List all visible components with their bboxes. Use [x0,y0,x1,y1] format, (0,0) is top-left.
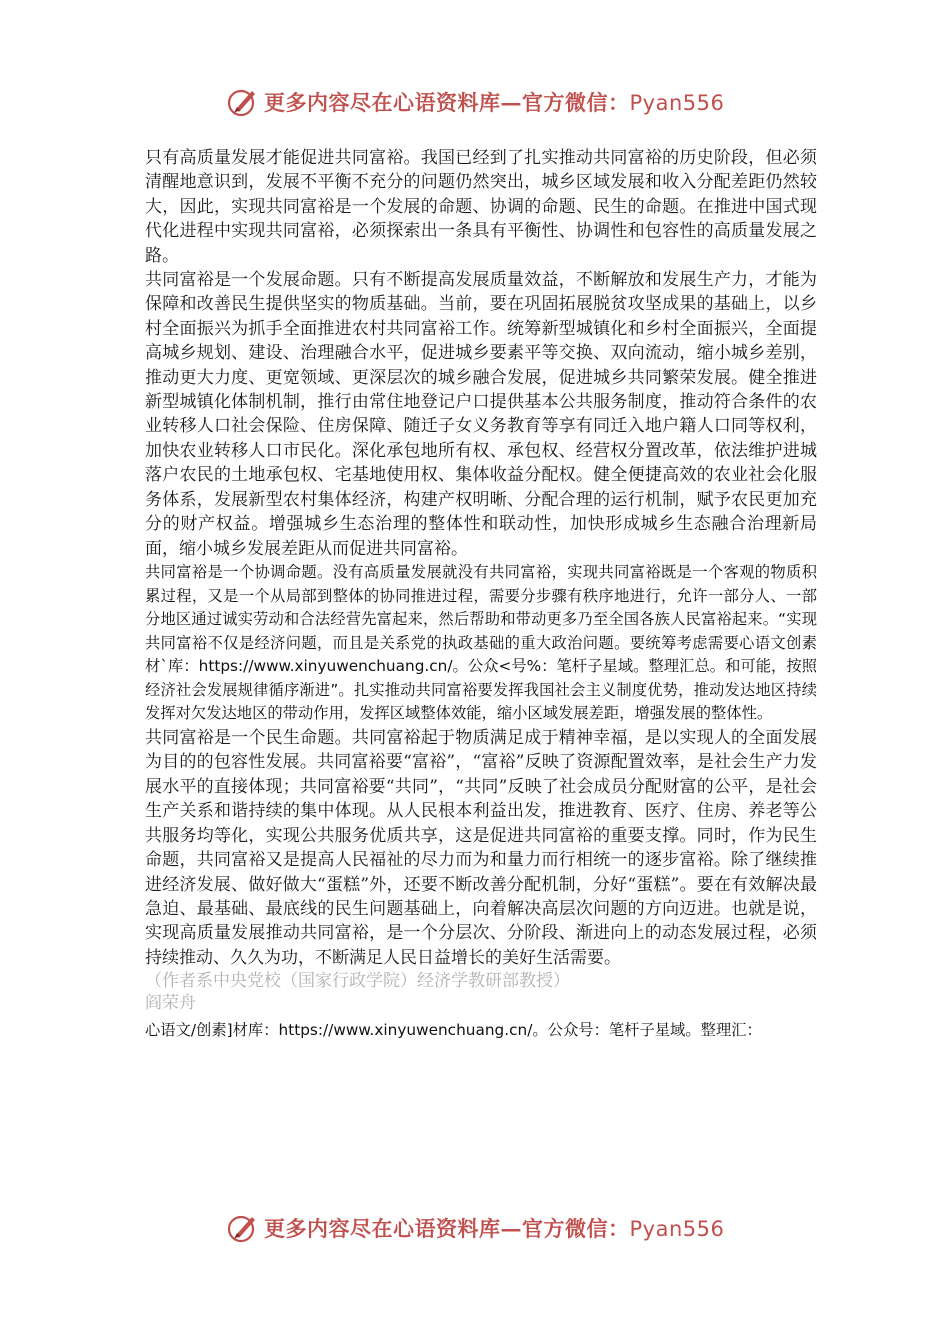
brush-pen-logo-icon [226,85,260,119]
author-name: 阎荣舟 [145,993,196,1014]
paragraph-intro: 只有高质量发展才能促进共同富裕。我国已经到了扎实推动共同富裕的历史阶段，但必须清醒地意识到，发展不平衡不充分的问题仍然突出，城乡区域发展和收入分配差距仍然较大，因此，实现共同富裕是一个发展的命题、协调的命题、民生的命题。在推进中国式现代化进程中实现共同富裕，必须探索出一条具有平衡性、协调性和包容性的高质量发展之路。 [145,148,817,266]
paragraph-development: 共同富裕是一个发展命题。只有不断提高发展质量效益，不断解放和发展生产力，才能为保障和改善民生提供坚实的物质基础。当前，要在巩固拓展脱贫攻坚成果的基础上，以乡村全面振兴为抓手全面推进农村共同富裕工作。统筹新型城镇化和乡村全面振兴，全面提高城乡规划、建设、治理融合水平，促进城乡要素平等交换、双向流动，缩小城乡差别，推动更大力度、更宽领域、更深层次的城乡融合发展，促进城乡共同繁荣发展。健全推进新型城镇化体制机制，推行由常住地登记户口提供基本公共服务制度，推动符合条件的农业转移人口社会保险、住房保障、随迁子女义务教育等享有同迁入地户籍人口同等权利，加快农业转移人口市民化。深化承包地所有权、承包权、经营权分置改革，依法维护进城落户农民的土地承包权、宅基地使用权、集体收益分配权。健全便捷高效的农业社会化服务体系，发展新型农村集体经济，构建产权明晰、分配合理的运行机制，赋予农民更加充分的财产权益。增强城乡生态治理的整体性和联动性，加快形成城乡生态融合治理新局面，缩小城乡发展差距从而促进共同富裕。 [145,270,817,559]
banner-text: 更多内容尽在心语资料库—官方微信：Pyan556 [264,90,725,115]
brush-pen-logo-icon [226,1211,260,1245]
banner-wechat-id: Pyan556 [629,1217,725,1241]
paragraph-coordination: 共同富裕是一个协调命题。没有高质量发展就没有共同富裕，实现共同富裕既是一个客观的物质积累过程，又是一个从局部到整体的协同推进过程，需要分步骤有秩序地进行，允许一部分人、一部分地区通过诚实劳动和合法经营先富起来，然后帮助和带动更多乃至全国各族人民富裕起来。“实现共同富裕不仅是经济问题，而且是关系党的执政基础的重大政治问题。要统筹考虑需要心语文创素材`库：https://www.xinyuwenchuang.cn/。公众<号%：笔杆子星域。整理汇总。和可能，按照经济社会发展规律循序渐进”。扎实推动共同富裕要发挥我国社会主义制度优势，推动发达地区持续发挥对欠发达地区的带动作用，发挥区域整体效能，缩小区域发展差距，增强发展的整体性。 [145,562,817,723]
footer-source-line: 心语文/创素]材库：https://www.xinyuwenchuang.cn/。公众号：笔杆子星域。整理汇： [145,1021,762,1040]
footer-banner [226,1208,726,1248]
paragraph-livelihood: 共同富裕是一个民生命题。共同富裕起于物质满足成于精神幸福，是以实现人的全面发展为目的的包容性发展。共同富裕要“富裕”，“富裕”反映了资源配置效率，是社会生产力发展水平的直接体现；共同富裕要“共同”，“共同”反映了社会成员分配财富的公平，是社会生产关系和谐持续的集中体现。从人民根本利益出发，推进教育、医疗、住房、养老等公共服务均等化，实现公共服务优质共享，这是促进共同富裕的重要支撑。同时，作为民生命题，共同富裕又是提高人民福祉的尽力而为和量力而行相统一的逐步富裕。除了继续推进经济发展、做好做大“蛋糕”外，还要不断改善分配机制，分好“蛋糕”。要在有效解决最急迫、最基础、最底线的民生问题基础上，向着解决高层次问题的方向迈进。也就是说，实现高质量发展推动共同富裕，是一个分层次、分阶段、渐进向上的动态发展过程，必须持续推动、久久为功，不断满足人民日益增长的美好生活需要。 [145,728,817,968]
header-banner [226,82,726,122]
author-note: （作者系中央党校（国家行政学院）经济学教研部教授） [145,971,570,992]
article-body [145,146,817,1042]
banner-text: 更多内容尽在心语资料库—官方微信：Pyan556 [264,1216,725,1241]
banner-wechat-id: Pyan556 [629,91,725,115]
